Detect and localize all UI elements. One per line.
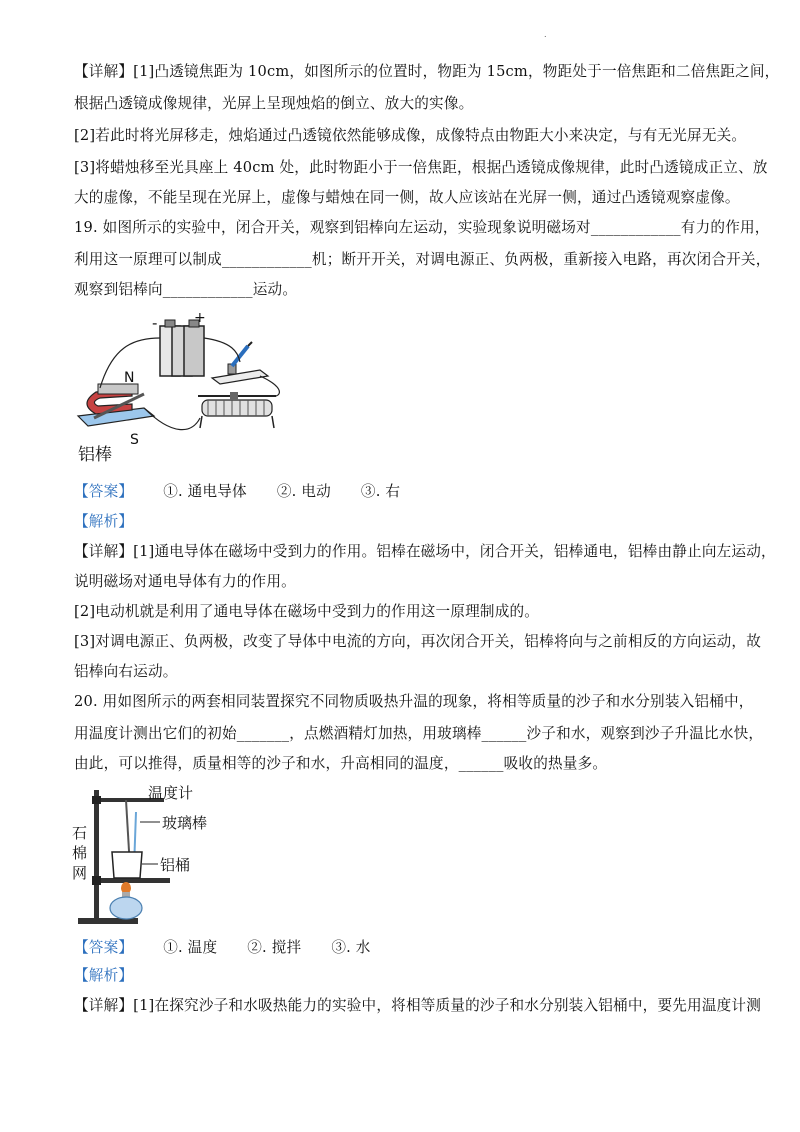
asbestos-label-3: 网 xyxy=(72,864,88,882)
q19-answer-3: ③. 右 xyxy=(360,483,401,500)
q20-answer-row xyxy=(74,938,734,958)
alcohol-lamp-icon xyxy=(110,892,142,919)
page-marker: . xyxy=(544,30,547,39)
aluminium-bucket-icon xyxy=(112,852,142,878)
asbestos-label-1: 石 xyxy=(72,824,88,842)
glass-rod-label: 玻璃棒 xyxy=(162,814,208,832)
q19-explain-line-4: [3]对调电源正、负两极，改变了导体中电流的方向，再次闭合开关，铝棒将向与之前相反的方向运动，故 xyxy=(74,633,761,650)
q20-analysis-tag: 【解析】 xyxy=(74,967,134,984)
explain18-line-4: [3]将蜡烛移至光具座上 40cm 处，此时物距小于一倍焦距，根据凸透镜成像规律，此时凸透镜成正立、放 xyxy=(74,159,768,176)
explain18-line-5: 大的虚像，不能呈现在光屏上，虚像与蜡烛在同一侧，故人应该站在光屏一侧，通过凸透镜观察虚像。 xyxy=(74,189,740,206)
asbestos-label-2: 棉 xyxy=(72,844,88,862)
q19-explain-line-2: 说明磁场对通电导体有力的作用。 xyxy=(74,573,296,590)
q19-stem-line-1: 19. 如图所示的实验中，闭合开关，观察到铝棒向左运动，实验现象说明磁场对____________有力的作用， xyxy=(74,219,770,236)
q19-explain-line-3: [2]电动机就是利用了通电导体在磁场中受到力的作用这一原理制成的。 xyxy=(74,603,540,620)
q20-answer-3: ③. 水 xyxy=(331,939,371,956)
magnet-north-label: N xyxy=(124,370,135,386)
q19-stem-line-3: 观察到铝棒向____________运动。 xyxy=(74,281,298,298)
battery-plus-label: + xyxy=(194,310,206,326)
thermometer-label: 温度计 xyxy=(148,784,194,802)
q20-answer-tag: 【答案】 xyxy=(74,939,134,956)
q20-explain-line-1: 【详解】[1]在探究沙子和水吸热能力的实验中，将相等质量的沙子和水分别装入铝桶中，要先用温度计测 xyxy=(74,997,761,1014)
bucket-label: 铝桶 xyxy=(160,856,191,874)
magnet-south-label: S xyxy=(130,432,139,448)
q19-answer-2: ②. 电动 xyxy=(276,483,331,500)
aluminium-rod-label: 铝棒 xyxy=(78,445,112,465)
q19-answer-tag: 【答案】 xyxy=(74,483,134,500)
q20-stem-line-3: 由此，可以推得，质量相等的沙子和水，升高相同的温度，______吸收的热量多。 xyxy=(74,755,608,772)
q20-answer-1: ①. 温度 xyxy=(163,939,218,956)
q20-answer-2: ②. 搅拌 xyxy=(247,939,302,956)
rheostat-icon xyxy=(198,392,276,428)
q20-stem-line-2: 用温度计测出它们的初始_______，点燃酒精灯加热，用玻璃棒______沙子和水，观察到沙子升温比水快， xyxy=(74,725,764,742)
q19-stem-line-2: 利用这一原理可以制成____________机；断开开关，对调电源正、负两极，重新接入电路，再次闭合开关， xyxy=(74,251,771,268)
explain18-line-1: 【详解】[1]凸透镜焦距为 10cm，如图所示的位置时，物距为 15cm，物距处于一倍焦距和二倍焦距之间， xyxy=(74,63,780,80)
battery-icon xyxy=(160,320,204,376)
q19-explain-line-1: 【详解】[1]通电导体在磁场中受到力的作用。铝棒在磁场中，闭合开关，铝棒通电，铝棒由静止向左运动， xyxy=(74,543,776,560)
explain18-line-2: 根据凸透镜成像规律，光屏上呈现烛焰的倒立、放大的实像。 xyxy=(74,95,474,112)
q20-heating-experiment-figure xyxy=(70,782,230,932)
q19-motor-experiment-figure xyxy=(72,308,292,468)
switch-icon xyxy=(212,342,268,384)
battery-minus-label: - xyxy=(152,314,158,332)
q19-answer-1: ①. 通电导体 xyxy=(163,483,247,500)
q19-answer-row xyxy=(74,482,734,502)
horseshoe-magnet-icon xyxy=(78,384,154,426)
explain18-line-3: [2]若此时将光屏移走，烛焰通过凸透镜依然能够成像，成像特点由物距大小来决定，与有无光屏无关。 xyxy=(74,127,747,144)
q20-stem-line-1: 20. 用如图所示的两套相同装置探究不同物质吸热升温的现象，将相等质量的沙子和水分别装入铝桶中， xyxy=(74,693,754,710)
q19-analysis-tag: 【解析】 xyxy=(74,513,134,530)
q19-explain-line-5: 铝棒向右运动。 xyxy=(74,663,178,680)
